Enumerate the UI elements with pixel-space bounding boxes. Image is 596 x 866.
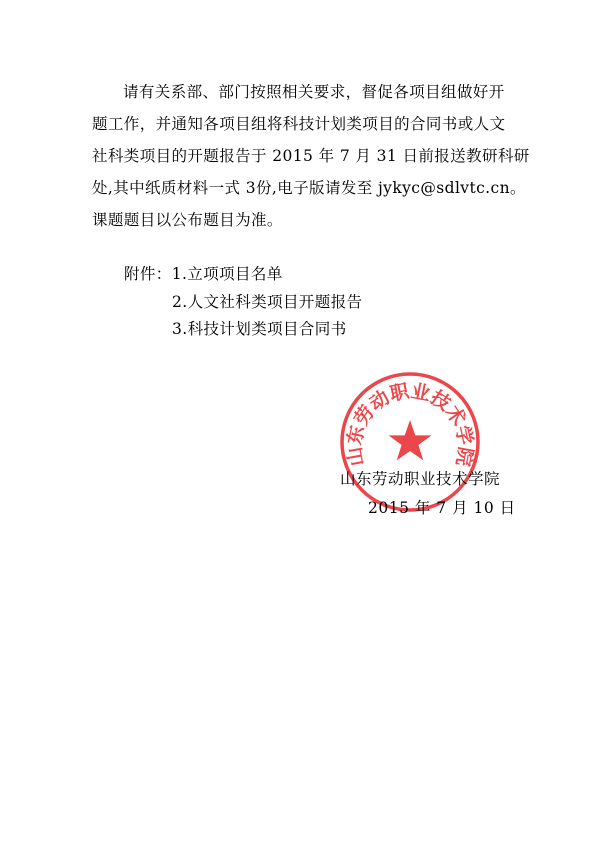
body-line-3: 社科类项目的开题报告于 2015 年 7 月 31 日前报送教研科研: [92, 147, 530, 165]
seal-star-icon: [389, 420, 432, 460]
attachment-item-3: 3.科技计划类项目合同书: [172, 320, 347, 338]
attachment-item-2: 2.人文社科类项目开题报告: [172, 292, 363, 311]
attachments-list: [124, 261, 363, 344]
attachments-label: 附件：: [124, 265, 172, 283]
seal-text: 山东劳动职业技术学院: [343, 380, 477, 468]
attachment-item-1-text: 1.立项项目名单: [171, 265, 283, 283]
body-line-4: 处,其中纸质材料一式 3份,电子版请发至 jykyc@sdlvtc.cn。: [92, 179, 526, 197]
signature-date: 2015 年 7 月 10 日: [368, 499, 516, 517]
body-line-1: 请有关系部、部门按照相关要求，督促各项目组做好开: [123, 83, 505, 101]
attachment-item-1: [124, 261, 363, 289]
body-line-2: 题工作，并通知各项目组将科技计划类项目的合同书或人文: [92, 115, 506, 133]
notice-body: [92, 76, 530, 236]
body-line-5: 课题题目以公布题目为准。: [92, 211, 283, 229]
signature-org: 山东劳动职业技术学院: [340, 470, 501, 488]
